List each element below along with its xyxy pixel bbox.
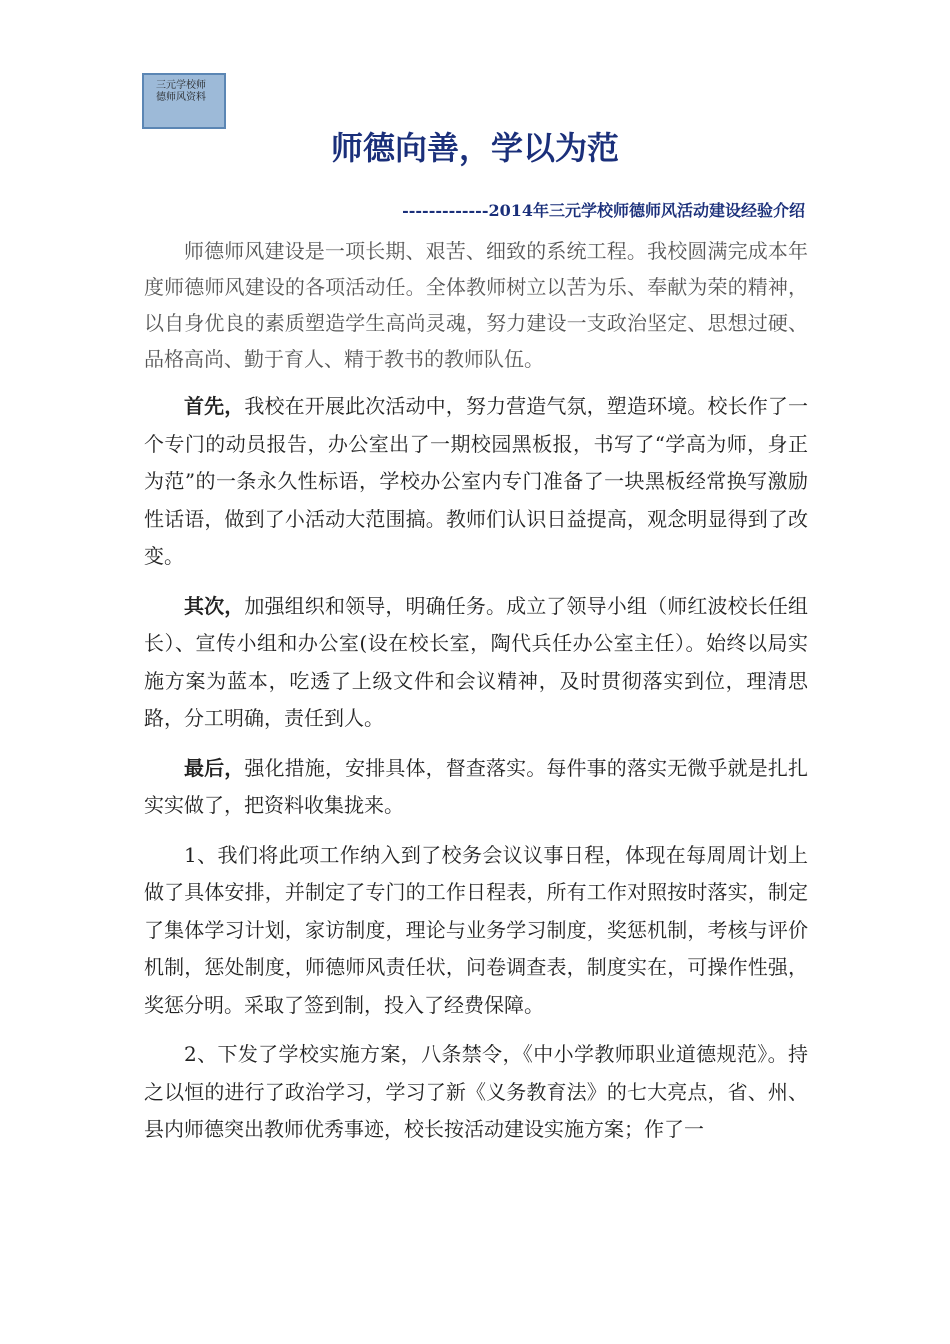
label-line-2: 德师风资料 [156,92,206,103]
document-subtitle: -------------2014年三元学校师德师风活动建设经验介绍 [402,201,805,220]
paragraph-third-text: 强化措施，安排具体，督查落实。每件事的落实无微乎就是扎扎实实做了，把资料收集拢来。 [144,755,809,817]
paragraph-first [144,388,808,576]
paragraph-first-lead: 首先， [184,394,245,418]
intro-paragraph: 师德师风建设是一项长期、艰苦、细致的系统工程。我校圆满完成本年度师德师风建设的各项活动任。全体教师树立以苦为乐、奉献为荣的精神，以自身优良的素质塑造学生高尚灵魂，努力建设一支政治坚定、思想过硬、品格高尚、勤于育人、精于教书的教师队伍。 [144,239,808,371]
paragraph-third [144,750,808,825]
document-title: 师德向善，学以为范 [330,129,619,167]
paragraph-second-lead: 其次， [184,593,245,618]
list-item-1: 1、我们将此项工作纳入到了校务会议议事日程，体现在每周周计划上做了具体安排，并制定了专门的工作日程表，所有工作对照按时落实，制定了集体学习计划，家访制度，理论与业务学习制度，奖惩机制，考核与评价机制，惩处制度，师德师风责任状，问卷调查表，制度实在，可操作性强，奖惩分明。采取了签到制，投入了经费保障。 [144,842,808,1017]
list-item-2: 2、下发了学校实施方案，八条禁令，《中小学教师职业道德规范》。持之以恒的进行了政治学习，学习了新《义务教育法》的七大亮点，省、州、县内师德突出教师优秀事迹，校长按活动建设实施方案；作了一 [144,1042,808,1141]
paragraph-third-lead: 最后， [184,755,245,780]
label-line-1: 三元学校师 [156,80,206,91]
document-label-box [142,73,226,129]
document-body [144,233,808,1149]
paragraph-second-text: 加强组织和领导，明确任务。成立了领导小组（师红波校长任组长）、宣传小组和办公室(设在校长室，陶代兵任办公室主任）。始终以局实施方案为蓝本，吃透了上级文件和会议精神，及时贯彻落实到位，理清思路，分工明确，责任到人。 [144,593,809,730]
paragraph-first-text: 我校在开展此次活动中，努力营造气氛，塑造环境。校长作了一个专门的动员报告，办公室出了一期校园黑板报，书写了“学高为师，身正为范”的一条永久性标语，学校办公室内专门准备了一块黑板经常换写激励性话语，做到了小活动大范围搞。教师们认识日益提高，观念明显得到了改变。 [144,394,809,568]
paragraph-second [144,588,808,738]
